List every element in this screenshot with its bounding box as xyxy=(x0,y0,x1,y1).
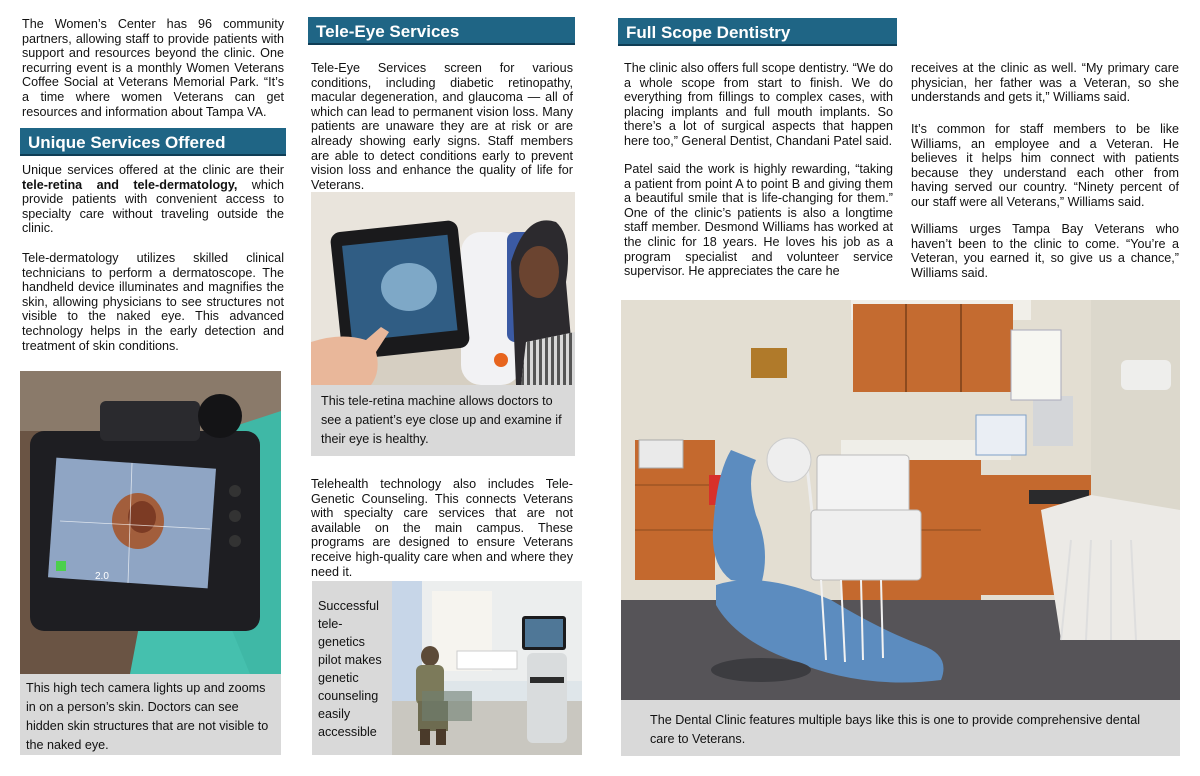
tele-eye-paragraph: Tele-Eye Services screen for various conditions, including diabetic retinopathy, macular degeneration, and glaucoma — all of which can lead to permanent vision loss. Many patients are unaware they are at risk or are already showing early signs. Staff members are able to detect conditions early to prevent vision loss and enhance the quality of life for Veterans. xyxy=(311,61,573,192)
unique-services-text-a: Unique services offered at the clinic are their xyxy=(22,163,284,177)
camera-readout: 2.0 xyxy=(95,571,109,582)
unique-services-text-b: which provide patients with convenient access to specialty care without traveling outside the clinic. xyxy=(22,177,284,236)
dermatology-camera-photo xyxy=(20,371,281,674)
camera-caption: This high tech camera lights up and zooms in on a person’s skin. Doctors can see hidden skin structures that are not visible to the naked eye. xyxy=(20,674,281,755)
tele-genetics-photo xyxy=(392,581,582,755)
intro-paragraph: The Women’s Center has 96 community partners, allowing staff to provide patients with support and resources beyond the clinic. One recurring event is a monthly Women Veterans Coffee Social at Veterans Memorial Park. “It’s a time where women Veterans can get resources and information about Tampa VA. xyxy=(22,17,284,119)
tele-retina-photo xyxy=(311,192,575,385)
tele-retina-caption: This tele-retina machine allows doctors to see a patient’s eye close up and examine if their eye is healthy. xyxy=(311,385,575,456)
dentistry-paragraph-5: Williams urges Tampa Bay Veterans who haven’t been to the clinic to come. “You’re a Veteran, you earned it, so give us a chance,” Williams said. xyxy=(911,222,1179,280)
full-scope-dentistry-header: Full Scope Dentistry xyxy=(618,18,897,46)
tele-dermatology-paragraph: Tele-dermatology utilizes skilled clinical technicians to perform a dermatoscope. The handheld device illuminates and magnifies the skin, allowing physicians to see structures not visible to the naked eye. This advanced technology helps in the early detection and treatment of skin conditions. xyxy=(22,251,284,353)
tele-eye-header: Tele-Eye Services xyxy=(308,17,575,45)
dental-clinic-caption: The Dental Clinic features multiple bays like this is one to provide comprehensive dental care to Veterans. xyxy=(621,700,1180,756)
dental-clinic-photo xyxy=(621,300,1180,700)
dentistry-paragraph-4: It’s common for staff members to be like Williams, an employee and a Veteran. He believes it helps him connect with patients because they understand each other from having served our country. “Ninety percent of our staff were all Veterans,” Williams said. xyxy=(911,122,1179,209)
unique-services-header: Unique Services Offered xyxy=(20,128,286,156)
tele-genetic-paragraph: Telehealth technology also includes Tele-Genetic Counseling. This connects Veterans with specialty care services that are not available on the main campus. These programs are designed to ensure Veterans receive high-quality care when and where they need it. xyxy=(311,477,573,579)
dentistry-paragraph-1: The clinic also offers full scope dentistry. “We do a whole scope from start to finish. We do everything from fillings to complex cases, with placing implants and full mouth implants. So there’s a lot of surgical aspects that happen here too,” General Dentist, Chandani Patel said. xyxy=(624,61,893,148)
dentistry-paragraph-3: receives at the clinic as well. “My primary care physician, her father was a Veteran, so she understands and gets it,” Williams said. xyxy=(911,61,1179,105)
dentistry-paragraph-2: Patel said the work is highly rewarding, “taking a patient from point A to point B and giving them a beautiful smile that is life-changing for them.” One of the clinic’s patients is also a longtime staff member. Desmond Williams has worked at the clinic for 18 years. He loves his job as a program specialist and volunteer service supervisor. He appreciates the care he xyxy=(624,162,893,279)
tele-genetics-caption: Successful tele-genetics pilot makes genetic counseling easily accessible xyxy=(312,581,392,755)
unique-services-bold: tele-retina and tele-dermatology, xyxy=(22,177,238,192)
unique-services-paragraph xyxy=(22,163,284,236)
